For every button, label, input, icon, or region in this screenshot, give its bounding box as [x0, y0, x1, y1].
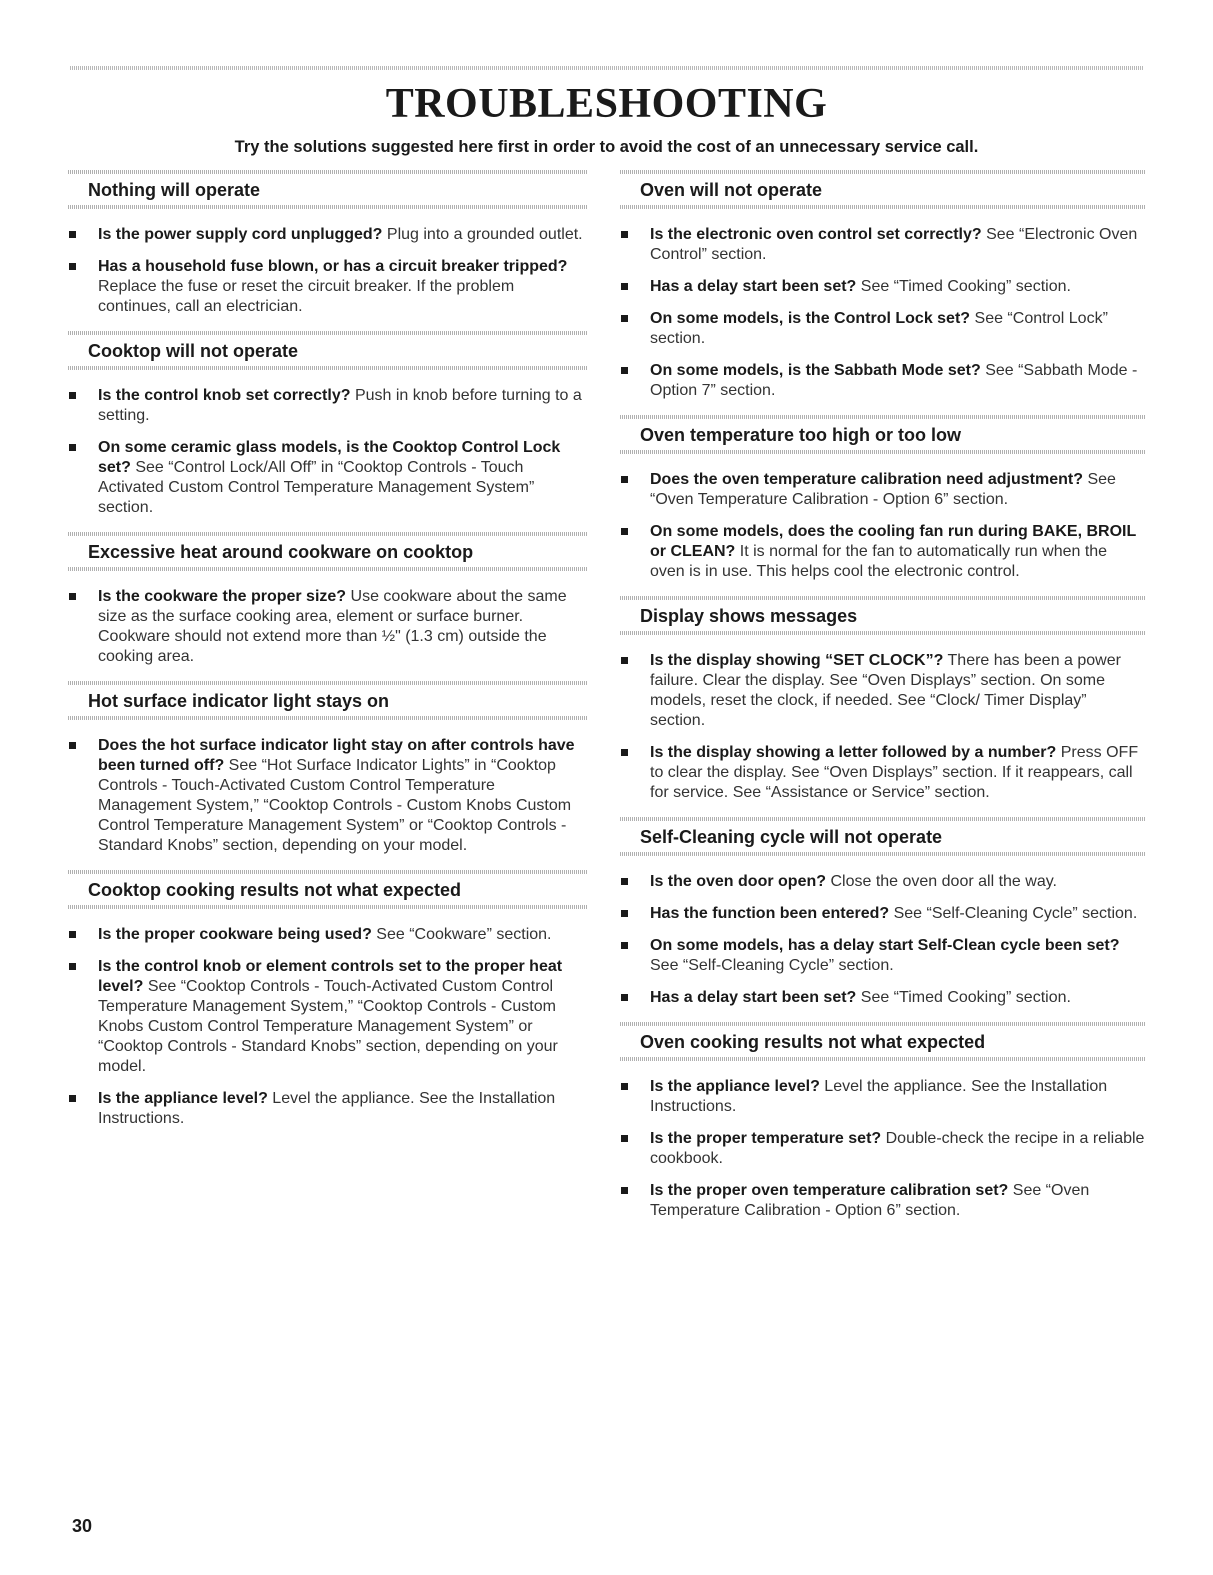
troubleshooting-list	[620, 651, 1146, 803]
section-heading: Nothing will operate	[88, 180, 261, 200]
troubleshooting-list	[68, 925, 588, 1129]
square-bullet-icon	[69, 963, 76, 970]
answer-text: See “Timed Cooking” section.	[860, 278, 1071, 295]
list-item	[620, 470, 1146, 510]
list-item	[68, 925, 588, 945]
section-excessive-heat-around-cookware-on-cooktop	[68, 532, 588, 667]
list-item	[620, 904, 1146, 924]
answer-text: See “Self-Cleaning Cycle” section.	[650, 957, 894, 974]
question-text: On some models, is the Control Lock set?	[650, 310, 971, 327]
square-bullet-icon	[69, 742, 76, 749]
section-rule	[68, 905, 588, 909]
list-item	[620, 522, 1146, 582]
section-oven-cooking-results-not-what-expected	[620, 1022, 1146, 1221]
answer-text: There has been a power failure. Clear the display. See “Oven Displays” section. On some models, reset the clock, if needed. See “Clock/ Timer Display” section.	[650, 652, 1121, 729]
list-item	[68, 1089, 588, 1129]
section-heading: Excessive heat around cookware on cooktop	[88, 542, 474, 562]
square-bullet-icon	[69, 593, 76, 600]
square-bullet-icon	[621, 910, 628, 917]
question-text: On some models, is the Sabbath Mode set?	[650, 362, 981, 379]
question-text: On some ceramic glass models, is the Cooktop Control Lock set?	[98, 439, 561, 476]
answer-text: See “Timed Cooking” section.	[860, 989, 1071, 1006]
list-item	[620, 361, 1146, 401]
answer-text: See “Oven Temperature Calibration - Option 6” section.	[650, 471, 1116, 508]
square-bullet-icon	[621, 476, 628, 483]
section-heading: Oven cooking results not what expected	[640, 1032, 986, 1052]
right-column	[620, 170, 1146, 1235]
list-item	[68, 225, 588, 245]
question-text: On some models, has a delay start Self-Clean cycle been set?	[650, 937, 1120, 954]
question-text: Is the appliance level?	[650, 1078, 820, 1095]
square-bullet-icon	[621, 878, 628, 885]
answer-text: See “Oven Temperature Calibration - Option 6” section.	[650, 1182, 1090, 1219]
square-bullet-icon	[621, 283, 628, 290]
square-bullet-icon	[621, 1083, 628, 1090]
square-bullet-icon	[621, 367, 628, 374]
list-item	[620, 872, 1146, 892]
section-rule	[620, 631, 1146, 635]
section-heading: Cooktop cooking results not what expected	[88, 880, 462, 900]
list-item	[620, 277, 1146, 297]
question-text: Does the oven temperature calibration need adjustment?	[650, 471, 1083, 488]
answer-text: Plug into a grounded outlet.	[386, 226, 583, 243]
question-text: Is the proper temperature set?	[650, 1130, 882, 1147]
page-title: TROUBLESHOOTING	[385, 81, 828, 127]
question-text: Is the appliance level?	[98, 1090, 268, 1107]
square-bullet-icon	[69, 1095, 76, 1102]
answer-text: See “Control Lock” section.	[650, 310, 1108, 347]
question-text: Does the hot surface indicator light stay on after controls have been turned off?	[98, 737, 575, 774]
page-number: 30	[72, 1516, 93, 1536]
question-text: Has a delay start been set?	[650, 278, 857, 295]
answer-text: Replace the fuse or reset the circuit breaker. If the problem continues, call an electrician.	[98, 278, 515, 315]
list-item	[68, 587, 588, 667]
section-cooktop-will-not-operate	[68, 331, 588, 518]
list-item	[620, 309, 1146, 349]
answer-text: See “Cookware” section.	[376, 926, 552, 943]
square-bullet-icon	[69, 392, 76, 399]
square-bullet-icon	[621, 994, 628, 1001]
section-oven-temperature-too-high-or-too-low	[620, 415, 1146, 582]
list-item	[68, 438, 588, 518]
list-item	[620, 936, 1146, 976]
answer-text: Press OFF to clear the display. See “Oven Displays” section. If it reappears, call for service. See “Assistance or Service” section.	[650, 744, 1139, 801]
square-bullet-icon	[621, 231, 628, 238]
list-item	[620, 1077, 1146, 1117]
section-rule	[68, 716, 588, 720]
square-bullet-icon	[69, 231, 76, 238]
question-text: Has the function been entered?	[650, 905, 890, 922]
troubleshooting-list	[68, 587, 588, 667]
section-rule	[620, 450, 1146, 454]
square-bullet-icon	[621, 1187, 628, 1194]
answer-text: See “Hot Surface Indicator Lights” in “Cooktop Controls - Touch-Activated Custom Control Temperature Management System,” “Cooktop Controls - Custom Knobs Custom Control Temperature Management System” or “Cooktop Controls - Standard Knobs” section, depending on your model.	[98, 757, 572, 854]
section-hot-surface-indicator-light-stays-on	[68, 681, 588, 856]
question-text: Is the display showing a letter followed by a number?	[650, 744, 1057, 761]
section-cooktop-cooking-results-not-what-expected	[68, 870, 588, 1129]
list-item	[68, 257, 588, 317]
square-bullet-icon	[69, 444, 76, 451]
section-heading: Oven will not operate	[640, 180, 823, 200]
page-subtitle: Try the solutions suggested here first in order to avoid the cost of an unnecessary service call.	[234, 138, 979, 156]
section-rule	[620, 1057, 1146, 1061]
square-bullet-icon	[621, 749, 628, 756]
list-item	[620, 1129, 1146, 1169]
square-bullet-icon	[621, 315, 628, 322]
section-rule	[620, 852, 1146, 856]
question-text: Is the control knob set correctly?	[98, 387, 351, 404]
section-heading: Self-Cleaning cycle will not operate	[640, 827, 943, 847]
troubleshooting-list	[620, 470, 1146, 582]
list-item	[68, 957, 588, 1077]
question-text: Is the proper cookware being used?	[98, 926, 372, 943]
list-item	[620, 225, 1146, 265]
list-item	[620, 651, 1146, 731]
answer-text: See “Control Lock/All Off” in “Cooktop Controls - Touch Activated Custom Control Temperature Management System” section.	[98, 459, 535, 516]
section-rule	[68, 205, 588, 209]
answer-text: See “Self-Cleaning Cycle” section.	[893, 905, 1138, 922]
list-item	[620, 743, 1146, 803]
section-rule	[68, 567, 588, 571]
square-bullet-icon	[621, 657, 628, 664]
question-text: Is the proper oven temperature calibration set?	[650, 1182, 1009, 1199]
list-item	[620, 988, 1146, 1008]
answer-text: See “Cooktop Controls - Touch-Activated Custom Control Temperature Management System,” “Cooktop Controls - Custom Knobs Custom Control Temperature Management System” or “Cooktop Controls - Standard Knobs” section, depending on your model.	[98, 978, 558, 1075]
answer-text: See “Sabbath Mode - Option 7” section.	[650, 362, 1138, 399]
section-rule	[68, 366, 588, 370]
square-bullet-icon	[621, 528, 628, 535]
square-bullet-icon	[69, 263, 76, 270]
troubleshooting-list	[68, 225, 588, 317]
answer-text: Use cookware about the same size as the surface cooking area, element or surface burner. Cookware should not extend more than ½" (1.3 cm) outside the cooking area.	[98, 588, 567, 665]
troubleshooting-list	[620, 1077, 1146, 1221]
section-oven-will-not-operate	[620, 170, 1146, 401]
section-display-shows-messages	[620, 596, 1146, 803]
section-nothing-will-operate	[68, 170, 588, 317]
square-bullet-icon	[69, 931, 76, 938]
question-text: Is the electronic oven control set correctly?	[650, 226, 982, 243]
section-heading: Hot surface indicator light stays on	[88, 691, 390, 711]
square-bullet-icon	[621, 942, 628, 949]
square-bullet-icon	[621, 1135, 628, 1142]
question-text: Is the control knob or element controls set to the proper heat level?	[98, 958, 563, 995]
top-rule	[70, 66, 1144, 70]
question-text: Is the cookware the proper size?	[98, 588, 347, 605]
list-item	[68, 736, 588, 856]
answer-text: Push in knob before turning to a setting.	[98, 387, 582, 424]
troubleshooting-list	[620, 872, 1146, 1008]
troubleshooting-list	[620, 225, 1146, 401]
answer-text: Double-check the recipe in a reliable cookbook.	[650, 1130, 1145, 1167]
list-item	[68, 386, 588, 426]
answer-text: It is normal for the fan to automatically run when the oven is in use. This helps cool the electronic control.	[650, 543, 1108, 580]
section-self-cleaning-cycle-will-not-operate	[620, 817, 1146, 1008]
section-heading: Cooktop will not operate	[88, 341, 298, 361]
answer-text: Close the oven door all the way.	[830, 873, 1057, 890]
answer-text: See “Electronic Oven Control” section.	[650, 226, 1138, 263]
section-heading: Display shows messages	[640, 606, 858, 626]
troubleshooting-list	[68, 386, 588, 518]
section-rule	[620, 205, 1146, 209]
question-text: On some models, does the cooling fan run during BAKE, BROIL or CLEAN?	[650, 523, 1136, 560]
question-text: Has a household fuse blown, or has a circuit breaker tripped?	[98, 258, 568, 275]
answer-text: Level the appliance. See the Installation Instructions.	[98, 1090, 556, 1127]
troubleshooting-list	[68, 736, 588, 856]
left-column	[68, 170, 588, 1143]
question-text: Has a delay start been set?	[650, 989, 857, 1006]
question-text: Is the power supply cord unplugged?	[98, 226, 383, 243]
section-heading: Oven temperature too high or too low	[640, 425, 962, 445]
list-item	[620, 1181, 1146, 1221]
question-text: Is the oven door open?	[650, 873, 827, 890]
answer-text: Level the appliance. See the Installation Instructions.	[650, 1078, 1108, 1115]
question-text: Is the display showing “SET CLOCK”?	[650, 652, 944, 669]
